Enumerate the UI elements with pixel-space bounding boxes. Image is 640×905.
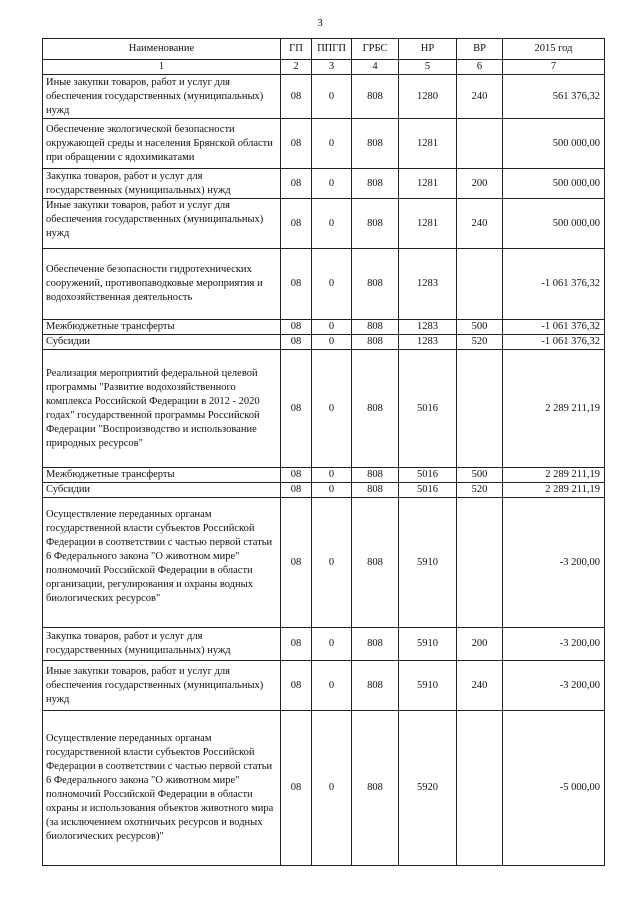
- row-gp: 08: [281, 249, 312, 320]
- row-gp: 08: [281, 169, 312, 199]
- row-name: Закупка товаров, работ и услуг для государственных (муниципальных) нужд: [43, 628, 281, 661]
- row-nr: 1283: [399, 335, 457, 350]
- row-nr: 5016: [399, 468, 457, 483]
- row-gp: 08: [281, 119, 312, 169]
- row-name: Иные закупки товаров, работ и услуг для обеспечения государственных (муниципальных) нужд: [43, 75, 281, 119]
- row-vr: [457, 350, 503, 468]
- row-amount: 2 289 211,19: [503, 350, 605, 468]
- row-grbs: 808: [352, 199, 399, 249]
- row-amount: 500 000,00: [503, 119, 605, 169]
- row-amount: -3 200,00: [503, 628, 605, 661]
- table-row: [43, 249, 605, 320]
- table-row: [43, 199, 605, 249]
- header-ppgp: ППГП: [312, 39, 352, 60]
- page-number: 3: [317, 17, 323, 29]
- column-number: 7: [503, 60, 605, 75]
- row-gp: 08: [281, 483, 312, 498]
- row-vr: 500: [457, 468, 503, 483]
- row-nr: 5910: [399, 628, 457, 661]
- column-number: 2: [281, 60, 312, 75]
- column-number: 3: [312, 60, 352, 75]
- row-vr: 240: [457, 75, 503, 119]
- header-year: 2015 год: [503, 39, 605, 60]
- row-gp: 08: [281, 498, 312, 628]
- table-row: [43, 661, 605, 711]
- row-vr: [457, 249, 503, 320]
- row-grbs: 808: [352, 498, 399, 628]
- table-row: [43, 628, 605, 661]
- row-ppgp: 0: [312, 169, 352, 199]
- row-nr: 5910: [399, 661, 457, 711]
- row-gp: 08: [281, 335, 312, 350]
- row-amount: -1 061 376,32: [503, 320, 605, 335]
- row-grbs: 808: [352, 468, 399, 483]
- row-ppgp: 0: [312, 628, 352, 661]
- row-name: Межбюджетные трансферты: [43, 320, 281, 335]
- table-row: [43, 483, 605, 498]
- table-row: [43, 350, 605, 468]
- row-ppgp: 0: [312, 199, 352, 249]
- row-nr: 1281: [399, 199, 457, 249]
- header-gp: ГП: [281, 39, 312, 60]
- row-vr: 200: [457, 628, 503, 661]
- row-amount: -5 000,00: [503, 711, 605, 866]
- table-row: [43, 119, 605, 169]
- row-amount: -1 061 376,32: [503, 335, 605, 350]
- row-ppgp: 0: [312, 468, 352, 483]
- row-gp: 08: [281, 199, 312, 249]
- row-nr: 5920: [399, 711, 457, 866]
- table-row: [43, 169, 605, 199]
- row-vr: 240: [457, 199, 503, 249]
- header-nr: НР: [399, 39, 457, 60]
- row-nr: 5016: [399, 483, 457, 498]
- row-vr: 520: [457, 335, 503, 350]
- row-name: Субсидии: [43, 483, 281, 498]
- row-vr: [457, 119, 503, 169]
- row-grbs: 808: [352, 75, 399, 119]
- header-grbs: ГРБС: [352, 39, 399, 60]
- row-nr: 1283: [399, 320, 457, 335]
- row-name: Реализация мероприятий федеральной целевой программы "Развитие водохозяйственного комплекса Российской Федерации в 2012 - 2020 годах" государственной программы Российской Федерации "Воспроизводство и использование природных ресурсов": [43, 350, 281, 468]
- row-ppgp: 0: [312, 75, 352, 119]
- row-grbs: 808: [352, 169, 399, 199]
- row-amount: 500 000,00: [503, 169, 605, 199]
- row-ppgp: 0: [312, 320, 352, 335]
- row-gp: 08: [281, 75, 312, 119]
- row-nr: 5910: [399, 498, 457, 628]
- column-number: 5: [399, 60, 457, 75]
- budget-table: [42, 38, 605, 866]
- row-name: Субсидии: [43, 335, 281, 350]
- row-name: Обеспечение экологической безопасности окружающей среды и населения Брянской области при обращении с ядохимикатами: [43, 119, 281, 169]
- row-grbs: 808: [352, 335, 399, 350]
- row-vr: [457, 498, 503, 628]
- column-number: 6: [457, 60, 503, 75]
- table-row: [43, 75, 605, 119]
- row-gp: 08: [281, 711, 312, 866]
- row-grbs: 808: [352, 628, 399, 661]
- row-nr: 1283: [399, 249, 457, 320]
- table-row: [43, 335, 605, 350]
- table-row: [43, 498, 605, 628]
- row-grbs: 808: [352, 350, 399, 468]
- row-grbs: 808: [352, 119, 399, 169]
- row-amount: 2 289 211,19: [503, 483, 605, 498]
- row-name: Иные закупки товаров, работ и услуг для обеспечения государственных (муниципальных) нужд: [43, 661, 281, 711]
- table-row: [43, 711, 605, 866]
- row-name: Осуществление переданных органам государственной власти субъектов Российской Федерации в соответствии с частью первой статьи 6 Федерального закона "О животном мире" полномочий Российской Федерации в области организации, регулирования и охраны водных биологических ресурсов": [43, 498, 281, 628]
- row-grbs: 808: [352, 249, 399, 320]
- row-amount: -1 061 376,32: [503, 249, 605, 320]
- row-vr: 240: [457, 661, 503, 711]
- row-gp: 08: [281, 350, 312, 468]
- row-gp: 08: [281, 628, 312, 661]
- header-name: Наименование: [43, 39, 281, 60]
- table-row: [43, 468, 605, 483]
- row-ppgp: 0: [312, 350, 352, 468]
- row-gp: 08: [281, 468, 312, 483]
- row-nr: 1280: [399, 75, 457, 119]
- row-grbs: 808: [352, 483, 399, 498]
- row-gp: 08: [281, 661, 312, 711]
- row-amount: 500 000,00: [503, 199, 605, 249]
- column-number: 4: [352, 60, 399, 75]
- row-vr: 500: [457, 320, 503, 335]
- row-ppgp: 0: [312, 711, 352, 866]
- row-nr: 5016: [399, 350, 457, 468]
- row-ppgp: 0: [312, 335, 352, 350]
- row-amount: -3 200,00: [503, 498, 605, 628]
- row-name: Осуществление переданных органам государственной власти субъектов Российской Федерации в соответствии с частью первой статьи 6 Федерального закона "О животном мире" полномочий Российской Федерации в области охраны и использования объектов животного мира (за исключением охотничьих ресурсов и водных биологических ресурсов)": [43, 711, 281, 866]
- row-name: Иные закупки товаров, работ и услуг для обеспечения государственных (муниципальных) нужд: [43, 199, 281, 249]
- row-name: Закупка товаров, работ и услуг для государственных (муниципальных) нужд: [43, 169, 281, 199]
- row-vr: [457, 711, 503, 866]
- header-row: [43, 39, 605, 60]
- row-amount: -3 200,00: [503, 661, 605, 711]
- row-grbs: 808: [352, 661, 399, 711]
- row-gp: 08: [281, 320, 312, 335]
- row-ppgp: 0: [312, 119, 352, 169]
- header-vr: ВР: [457, 39, 503, 60]
- row-vr: 520: [457, 483, 503, 498]
- row-ppgp: 0: [312, 661, 352, 711]
- row-ppgp: 0: [312, 483, 352, 498]
- row-nr: 1281: [399, 119, 457, 169]
- row-ppgp: 0: [312, 249, 352, 320]
- row-amount: 561 376,32: [503, 75, 605, 119]
- table-row: [43, 320, 605, 335]
- row-name: Межбюджетные трансферты: [43, 468, 281, 483]
- row-name: Обеспечение безопасности гидротехнических сооружений, противопаводковые мероприятия и водохозяйственная деятельность: [43, 249, 281, 320]
- column-number: 1: [43, 60, 281, 75]
- row-amount: 2 289 211,19: [503, 468, 605, 483]
- row-grbs: 808: [352, 711, 399, 866]
- column-number-row: [43, 60, 605, 75]
- row-nr: 1281: [399, 169, 457, 199]
- row-grbs: 808: [352, 320, 399, 335]
- row-ppgp: 0: [312, 498, 352, 628]
- row-vr: 200: [457, 169, 503, 199]
